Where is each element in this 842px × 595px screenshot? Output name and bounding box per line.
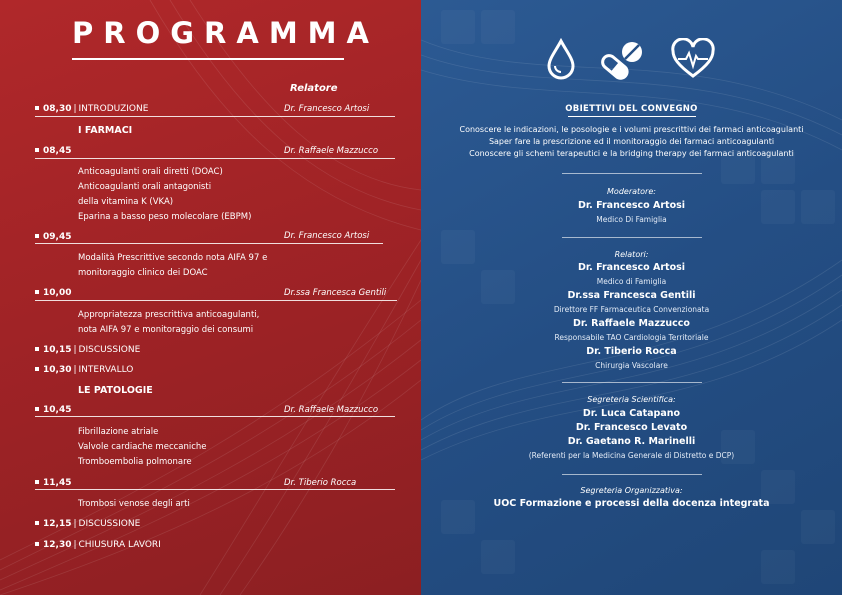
- segreteria-organizzativa-label: Segreteria Organizzativa:: [580, 486, 683, 495]
- program-row: 08,30 | INTRODUZIONE: [35, 104, 148, 114]
- segreteria-organizzativa-name: UOC Formazione e processi della docenza integrata: [493, 498, 770, 509]
- program-row: 12,30 | CHIUSURA LAVORI: [35, 540, 161, 550]
- divider: [562, 474, 702, 475]
- relatori-label: Relatori:: [614, 250, 649, 259]
- topic-description: Appropriatezza prescrittiva anticoagulanti, nota AIFA 97 e monitoraggio dei consumi: [78, 310, 260, 335]
- heart-pulse-icon: [670, 38, 716, 80]
- icon-row: [546, 38, 726, 82]
- title-underline: [72, 58, 344, 60]
- divider: [562, 173, 702, 174]
- bullet-icon: [35, 234, 39, 238]
- program-row: 10,30 | INTERVALLO: [35, 365, 133, 375]
- row-underline: [35, 158, 395, 159]
- bullet-icon: [35, 106, 39, 110]
- objectives-title: OBIETTIVI DEL CONVEGNO: [565, 104, 698, 114]
- relatore-name: Dr. Tiberio Rocca: [586, 346, 677, 357]
- relatore-role: Medico di Famiglia: [596, 277, 667, 286]
- row-underline: [35, 243, 383, 244]
- program-row: 08,45: [35, 146, 71, 156]
- program-row: 10,15 | DISCUSSIONE: [35, 345, 140, 355]
- bullet-icon: [35, 521, 39, 525]
- section-patologie: LE PATOLOGIE: [78, 385, 153, 396]
- relatore-role: Direttore FF Farmaceutica Convenzionata: [553, 305, 710, 314]
- bullet-icon: [35, 347, 39, 351]
- page-title: PROGRAMMA: [72, 16, 379, 50]
- relatore-name: Dr. Francesco Artosi: [577, 262, 686, 273]
- segreteria-scientifica-name: Dr. Luca Catapano: [582, 408, 681, 419]
- moderatore-label: Moderatore:: [607, 187, 656, 196]
- bullet-icon: [35, 290, 39, 294]
- row-underline: [35, 300, 397, 301]
- speaker: Dr.ssa Francesca Gentili: [284, 288, 387, 298]
- speaker: Dr. Tiberio Rocca: [284, 478, 357, 488]
- program-row: 11,45: [35, 478, 71, 488]
- speaker: Dr. Raffaele Mazzucco: [284, 405, 379, 415]
- segreteria-scientifica-name: Dr. Francesco Levato: [575, 422, 688, 433]
- bullet-icon: [35, 407, 39, 411]
- divider: [562, 382, 702, 383]
- pills-icon: [599, 38, 645, 80]
- bullet-icon: [35, 542, 39, 546]
- row-underline: [35, 416, 395, 417]
- relatore-name: Dr. Raffaele Mazzucco: [573, 318, 690, 329]
- program-row: 09,45: [35, 232, 71, 242]
- topic-description: Anticoagulanti orali diretti (DOAC) Anticoagulanti orali antagonisti della vitamina K (VKA) Eparina a basso peso molecolare (EBPM): [78, 167, 252, 222]
- bullet-icon: [35, 480, 39, 484]
- bullet-icon: [35, 148, 39, 152]
- divider: [562, 237, 702, 238]
- relatore-role: Chirurgia Vascolare: [595, 361, 668, 370]
- relatore-heading: Relatore: [290, 83, 338, 94]
- segreteria-scientifica-label: Segreteria Scientifica:: [587, 395, 676, 404]
- topic-description: Trombosi venose degli arti: [78, 499, 190, 509]
- speaker: Dr. Francesco Artosi: [284, 231, 370, 241]
- moderatore-role: Medico Di Famiglia: [596, 215, 667, 224]
- relatore-role: Responsabile TAO Cardiologia Territoriale: [554, 333, 709, 342]
- segreteria-scientifica-name: Dr. Gaetano R. Marinelli: [567, 436, 696, 447]
- speaker: Dr. Francesco Artosi: [284, 104, 370, 114]
- section-farmaci: I FARMACI: [78, 125, 133, 136]
- program-row: 10,45: [35, 405, 71, 415]
- objectives-underline: [568, 116, 696, 117]
- drop-icon: [546, 38, 576, 80]
- topic-description: Modalità Prescrittive secondo nota AIFA 97 e monitoraggio clinico dei DOAC: [78, 253, 268, 278]
- row-underline: [35, 489, 395, 490]
- moderatore-name: Dr. Francesco Artosi: [577, 200, 686, 211]
- relatore-name: Dr.ssa Francesca Gentili: [567, 290, 696, 301]
- objectives-text: Conoscere le indicazioni, le posologie e i volumi prescrittivi dei farmaci anticoagulanti Saper fare la prescrizione ed il monitoraggio dei farmaci anticoagulanti Conoscere gli schemi terapeutici e la bridging therapy dei farmaci anticoagulanti: [459, 125, 804, 158]
- bullet-icon: [35, 367, 39, 371]
- speaker: Dr. Raffaele Mazzucco: [284, 146, 379, 156]
- program-row: 12,15 | DISCUSSIONE: [35, 519, 140, 529]
- row-underline: [35, 116, 395, 117]
- segreteria-scientifica-note: (Referenti per la Medicina Generale di Distretto e DCP): [528, 451, 735, 460]
- topic-description: Fibrillazione atriale Valvole cardiache meccaniche Tromboembolia polmonare: [78, 427, 207, 467]
- program-row: 10,00: [35, 288, 71, 298]
